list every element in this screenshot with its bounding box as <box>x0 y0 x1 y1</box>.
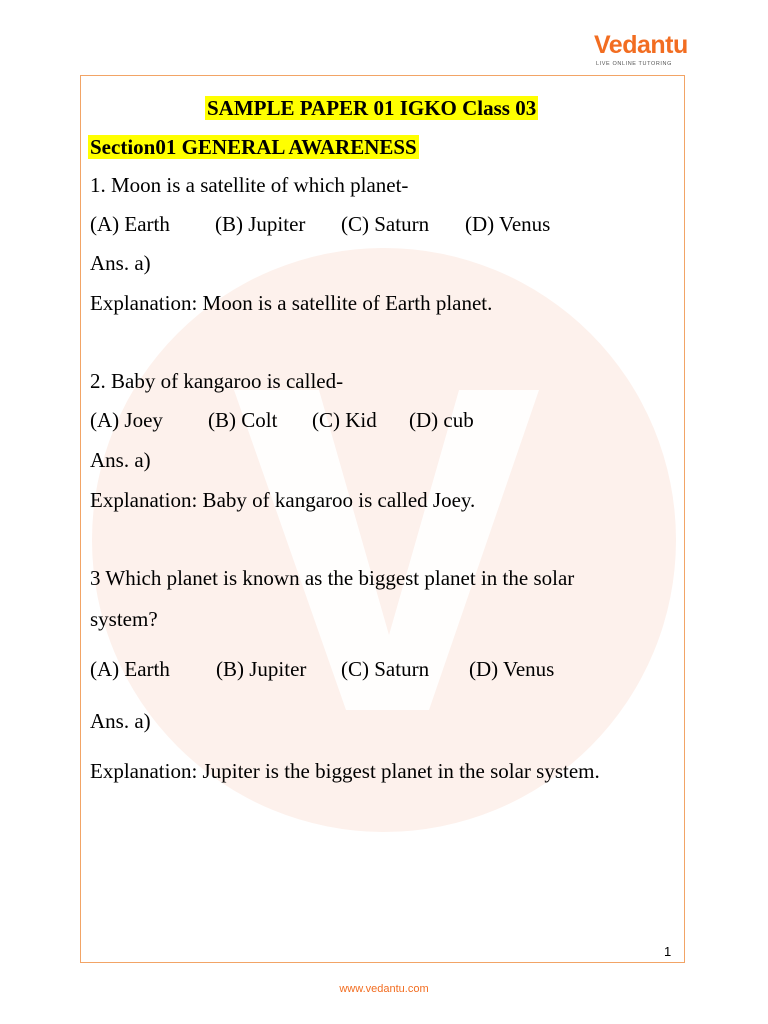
option-a: (A) Joey <box>90 408 163 432</box>
question-3-options <box>90 656 554 682</box>
question-2-options <box>90 407 474 433</box>
vedantu-logo <box>594 30 688 74</box>
option-b: (B) Jupiter <box>216 657 307 681</box>
question-1-options <box>90 211 550 237</box>
option-d: (D) cub <box>409 408 474 432</box>
page-number: 1 <box>664 944 672 959</box>
paper-title: SAMPLE PAPER 01 IGKO Class 03 <box>207 96 537 120</box>
option-c: (C) Saturn <box>341 212 430 236</box>
vedantu-watermark-icon <box>84 240 684 840</box>
option-b: (B) Colt <box>208 408 278 432</box>
footer-website-link[interactable]: www.vedantu.com <box>339 983 429 995</box>
option-a: (A) Earth <box>90 657 170 681</box>
option-c: (C) Saturn <box>341 657 430 681</box>
option-d: (D) Venus <box>469 657 555 681</box>
logo-wordmark: Vedantu <box>594 31 688 59</box>
paper-title-line <box>205 95 538 121</box>
question-3-explanation: Explanation: Jupiter is the biggest planet in the solar system. <box>90 759 600 783</box>
question-3-answer: Ans. a) <box>90 709 151 733</box>
question-3-text-line-2: system? <box>90 607 158 631</box>
question-3-text-line-1: 3 Which planet is known as the biggest planet in the solar <box>90 566 575 590</box>
option-c: (C) Kid <box>312 408 377 432</box>
section-heading-line <box>88 134 419 160</box>
option-b: (B) Jupiter <box>215 212 306 236</box>
option-d: (D) Venus <box>465 212 551 236</box>
question-2-text: 2. Baby of kangaroo is called- <box>90 369 344 393</box>
logo-tagline: LIVE ONLINE TUTORING <box>596 61 672 67</box>
question-2-explanation: Explanation: Baby of kangaroo is called Joey. <box>90 488 476 512</box>
question-1-explanation: Explanation: Moon is a satellite of Earth planet. <box>90 291 493 315</box>
question-2-answer: Ans. a) <box>90 448 151 472</box>
section-heading: Section01 GENERAL AWARENESS <box>90 135 417 159</box>
question-1-answer: Ans. a) <box>90 251 151 275</box>
question-1-text: 1. Moon is a satellite of which planet- <box>90 173 409 197</box>
option-a: (A) Earth <box>90 212 170 236</box>
